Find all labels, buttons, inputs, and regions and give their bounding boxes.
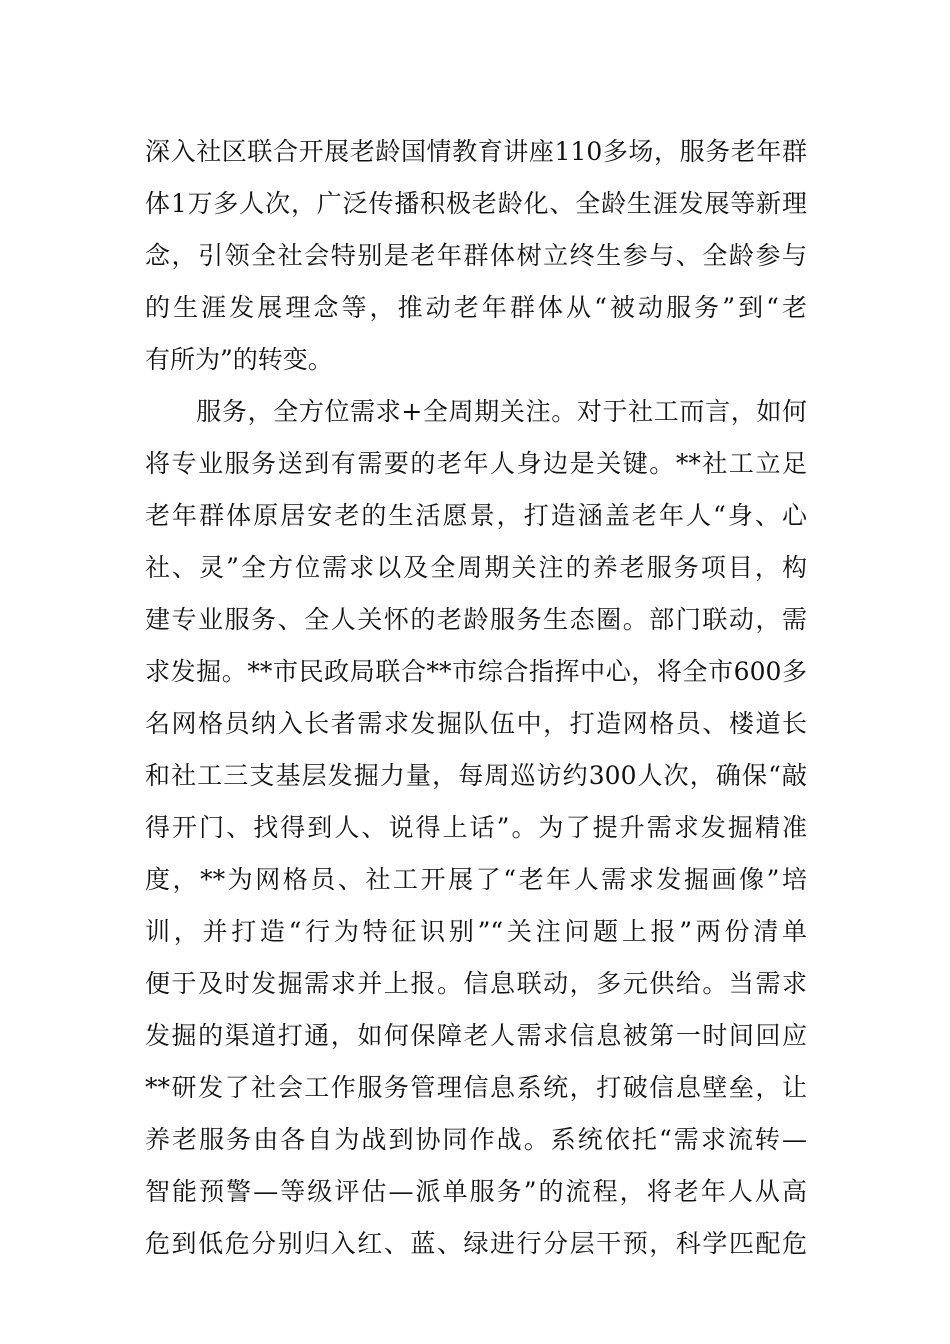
text-line: 度，**为网格员、社工开展了“老年人需求发掘画像”培 <box>145 865 807 894</box>
text-line: 体1万多人次，广泛传播积极老龄化、全龄生涯发展等新理 <box>145 189 807 218</box>
text-line: 养老服务由各自为战到协同作战。系统依托“需求流转— <box>145 1125 807 1154</box>
body-text <box>145 126 807 1270</box>
text-line: 发掘的渠道打通，如何保障老人需求信息被第一时间回应 <box>145 1021 807 1050</box>
text-line: 深入社区联合开展老龄国情教育讲座110多场，服务老年群 <box>145 137 807 166</box>
text-line: 念，引领全社会特别是老年群体树立终生参与、全龄参与 <box>145 241 807 270</box>
text-line: 和社工三支基层发掘力量，每周巡访约300人次，确保“敲 <box>145 761 807 790</box>
text-line: 社、灵”全方位需求以及全周期关注的养老服务项目，构 <box>145 553 807 582</box>
text-line: 便于及时发掘需求并上报。信息联动，多元供给。当需求 <box>145 969 807 998</box>
text-line: 训，并打造“行为特征识别”“关注问题上报”两份清单 <box>145 917 807 946</box>
text-line: 建专业服务、全人关怀的老龄服务生态圈。部门联动，需 <box>145 605 807 634</box>
text-line: 求发掘。**市民政局联合**市综合指挥中心，将全市600多 <box>145 657 807 686</box>
text-line: 老年群体原居安老的生活愿景，打造涵盖老年人“身、心 <box>145 501 807 530</box>
text-line: 服务，全方位需求+全周期关注。对于社工而言，如何 <box>145 397 807 426</box>
text-line: 有所为”的转变。 <box>145 345 333 374</box>
text-line: 名网格员纳入长者需求发掘队伍中，打造网格员、楼道长 <box>145 709 807 738</box>
text-line: 智能预警—等级评估—派单服务”的流程，将老年人从高 <box>145 1177 807 1206</box>
text-line: 将专业服务送到有需要的老年人身边是关键。**社工立足 <box>145 449 807 478</box>
text-line: **研发了社会工作服务管理信息系统，打破信息壁垒，让 <box>145 1073 807 1102</box>
text-line: 危到低危分别归入红、蓝、绿进行分层干预，科学匹配危 <box>145 1229 807 1258</box>
text-line: 得开门、找得到人、说得上话”。为了提升需求发掘精准 <box>145 813 807 842</box>
text-line: 的生涯发展理念等，推动老年群体从“被动服务”到“老 <box>145 293 807 322</box>
